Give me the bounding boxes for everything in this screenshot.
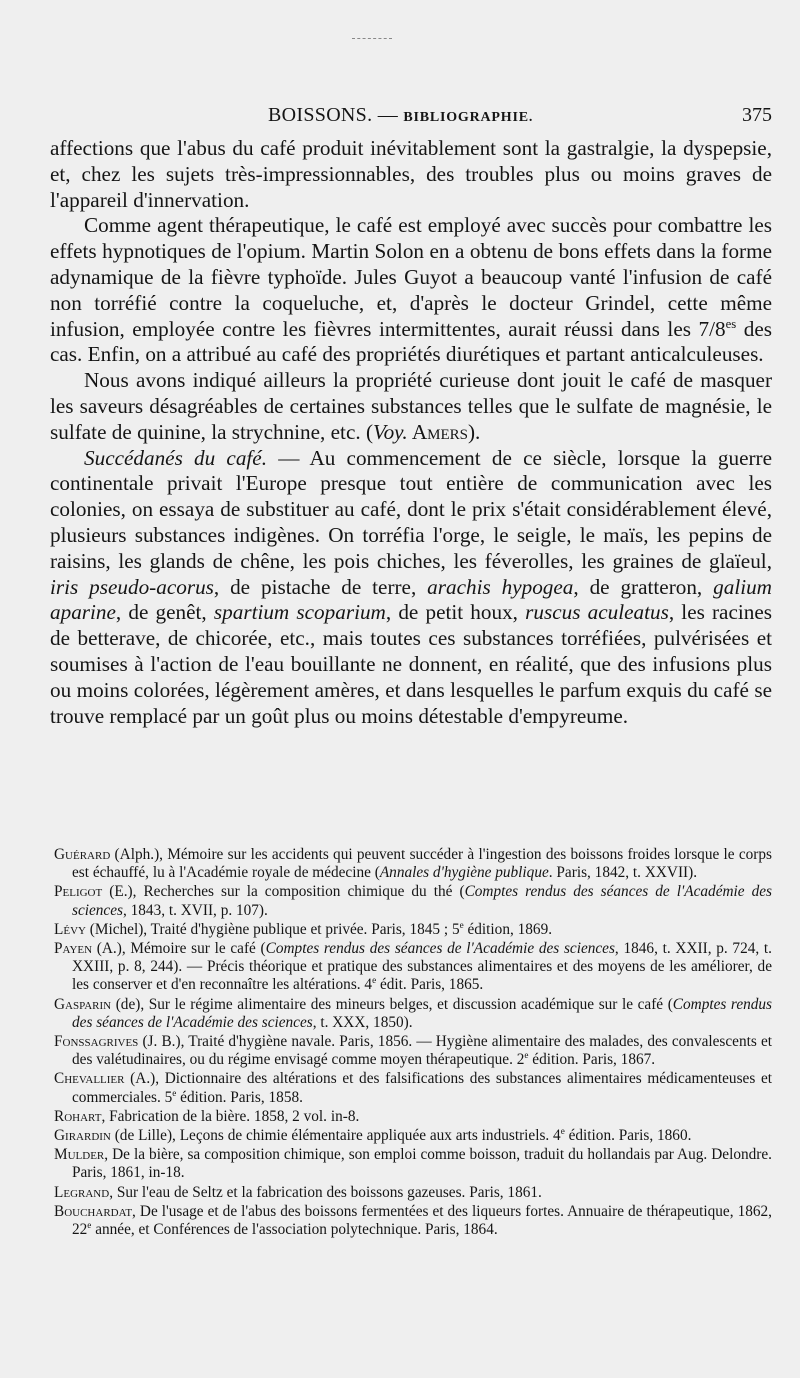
running-head [268,104,533,127]
bibliography-entry [54,996,772,1032]
paragraph-4-text-a: — Au commencement de ce siècle, lorsque la guerre continentale privait l'Europe presque tout entière de communication avec les colonies, on essaya de substituer au café, dont le prix s'était considérablement élevé, plusieurs substances indigènes. On torréfia l'orge, le seigle, le maïs, les pepins de raisins, les glands de chêne, les pois chiches, les féverolles, les graines de glaïeul, [50,445,772,573]
entry-superscript: e [372,975,377,986]
bibliography-entry [54,1146,772,1182]
entry-author: Chevallier [54,1070,125,1088]
entry-text: année, et Conférences de l'association polytechnique. Paris, 1864. [91,1221,498,1239]
entry-text: (E.), Recherches sur la composition chimique du thé ( [102,883,465,901]
latin-name: arachis hypogea [427,574,574,599]
latin-name: galium aparine [50,574,772,625]
entry-text: (A.), Mémoire sur le café ( [92,940,266,958]
entry-journal: Comptes rendus des séances de l'Académie des sciences [72,995,773,1031]
entry-superscript: e [172,1087,177,1098]
ordinal-superscript: es [725,316,737,331]
paragraph-1 [50,136,772,213]
running-head-dash: — [372,104,404,126]
bibliography-entry [54,883,772,919]
paragraph-4-text-d: , de genêt, [115,600,214,625]
entry-superscript: e [524,1050,529,1061]
entry-text: édition. Paris, 1860. [564,1127,692,1145]
paragraph-4-text-b: , de pistache de terre, [213,574,428,599]
paragraph-4 [50,446,772,730]
entry-author: Lévy [54,920,86,938]
entry-author: Fonssagrives [54,1033,139,1051]
entry-text: édit. Paris, 1865. [376,976,484,994]
entry-text: édition, 1869. [463,920,553,938]
paragraph-1-text: affections que l'abus du café produit inévitablement sont la gastralgie, la dyspepsie, et, chez les sujets très-impressionnables, des troubles plus ou moins graves de l'appareil d'innervation. [50,136,772,212]
bibliography-entry [54,1108,772,1126]
entry-author: Mulder [54,1146,105,1164]
entry-superscript: e [87,1219,92,1230]
entry-author: Girardin [54,1127,111,1145]
bibliography-entry [54,940,772,995]
paragraph-4-text-e: , de petit houx, [385,600,526,625]
paragraph-3-end: ). [468,419,481,444]
entry-text: (A.), Dictionnaire des altérations et des falsifications des substances alimentaires médicamenteuses et commerciales. 5 [72,1070,772,1106]
entry-author: Payen [54,940,93,958]
paragraph-2-text-b: des cas. Enfin, on a attribué au café des propriétés diurétiques et partant anticalculeuses. [50,316,772,367]
entry-text: (de Lille), Leçons de chimie élémentaire appliquée aux arts industriels. 4 [110,1127,561,1145]
entry-superscript: e [459,919,464,930]
entry-text: , De l'usage et de l'abus des boissons fermentées et des liqueurs fortes. Annuaire de thérapeutique, 1862, 22 [72,1202,772,1239]
entry-superscript: e [560,1125,565,1136]
entry-author: Rohart [54,1107,102,1125]
see-abbreviation: Voy. [373,419,408,444]
latin-name: spartium scoparium [213,600,386,625]
entry-text: , De la bière, sa composition chimique, son emploi comme boisson, traduit du hollandais par Aug. Delondre. Paris, 1861, in-18. [72,1146,772,1182]
paragraph-3-text: Nous avons indiqué ailleurs la propriété curieuse dont jouit le café de masquer les saveurs désagréables de certaines substances telles que le sulfate de magnésie, le sulfate de quinine, la strychnine, etc. ( [50,368,772,444]
entry-author: Gasparin [54,995,112,1013]
entry-journal: Comptes rendus des séances de l'Académie des sciences [265,940,615,958]
paragraph-2 [50,213,772,368]
paragraph-2-text-a: Comme agent thérapeutique, le café est employé avec succès pour combattre les effets hypnotiques de l'opium. Martin Solon en a obtenu de bons effets dans la forme adynamique de la fièvre typhoïde. Jules Guyot a beaucoup vanté l'infusion de café non torréfié contre la coqueluche, et, d'après le docteur Grindel, cette même infusion, employée contre les fièvres intermittentes, aurait réussi dans les 7/8 [50,213,772,341]
top-decorative-rule [352,38,392,39]
cross-reference: Amers [407,419,468,444]
running-head-title: BOISSONS. [268,104,373,126]
bibliography-entry [54,921,772,939]
running-head-section: BIBLIOGRAPHIE. [403,110,534,125]
entry-text: édition. Paris, 1858. [176,1088,303,1106]
section-heading-succedanes: Succédanés du café. [84,445,268,470]
paragraph-4-text-c: , de gratteron, [573,574,714,599]
entry-text: , 1846, t. XXII, p. 724, t. XXIII, p. 8, 244). — Précis théorique et pratique des substances alimentaires et des moyens de les améliorer, de les conserver et d'en reconnaître les altérations. 4 [72,940,772,994]
latin-name: ruscus aculeatus [525,600,669,625]
entry-text: (de), Sur le régime alimentaire des mineurs belges, et discussion académique sur le café ( [111,995,673,1013]
entry-author: Guérard [54,846,111,863]
bibliography-entry [54,1203,772,1239]
page-header [50,104,772,130]
entry-text: , Fabrication de la bière. 1858, 2 vol. in-8. [101,1107,360,1125]
bibliography [54,846,772,1240]
entry-text: (Michel), Traité d'hygiène publique et privée. Paris, 1845 ; 5 [85,920,460,938]
bibliography-entry [54,1033,772,1069]
page-number: 375 [742,104,772,126]
entry-text: , t. XXX, 1850). [312,1013,413,1031]
entry-text: , 1843, t. XVII, p. 107). [122,901,268,919]
body-text [50,136,772,729]
entry-text: (Alph.), Mémoire sur les accidents qui peuvent succéder à l'ingestion des boissons froides lorsque le corps est échauffé, lu à l'Académie royale de médecine ( [72,846,772,882]
entry-text: , Sur l'eau de Seltz et la fabrication des boissons gazeuses. Paris, 1861. [109,1183,542,1201]
entry-author: Peligot [54,883,103,901]
entry-text: édition. Paris, 1867. [528,1051,656,1069]
bibliography-entry [54,1070,772,1106]
bibliography-entry [54,1127,772,1145]
entry-author: Bouchardat [54,1202,133,1220]
bibliography-entry [54,846,772,882]
paragraph-4-text-f: , les racines de betterave, de chicorée, etc., mais toutes ces substances torréfiées, pulvérisées et soumises à l'action de l'eau bouillante ne donnent, en réalité, que des infusions plus ou moins colorées, légèrement amères, et dans lesquelles le parfum exquis du café se trouve remplacé par un goût plus ou moins détestable d'empyreume. [50,600,772,728]
entry-text: (J. B.), Traité d'hygiène navale. Paris, 1856. — Hygiène alimentaire des malades, des convalescents et des valétudinaires, ou du régime envisagé comme moyen thérapeutique. 2 [72,1033,772,1069]
entry-journal: Annales d'hygiène publique [379,864,549,882]
bibliography-entry [54,1184,772,1202]
entry-journal: Comptes rendus des séances de l'Académie des sciences [72,883,772,919]
entry-author: Legrand [54,1183,110,1201]
entry-text: . Paris, 1842, t. XXVII). [548,864,698,882]
latin-name: iris pseudo-acorus [50,574,214,599]
paragraph-3 [50,368,772,445]
